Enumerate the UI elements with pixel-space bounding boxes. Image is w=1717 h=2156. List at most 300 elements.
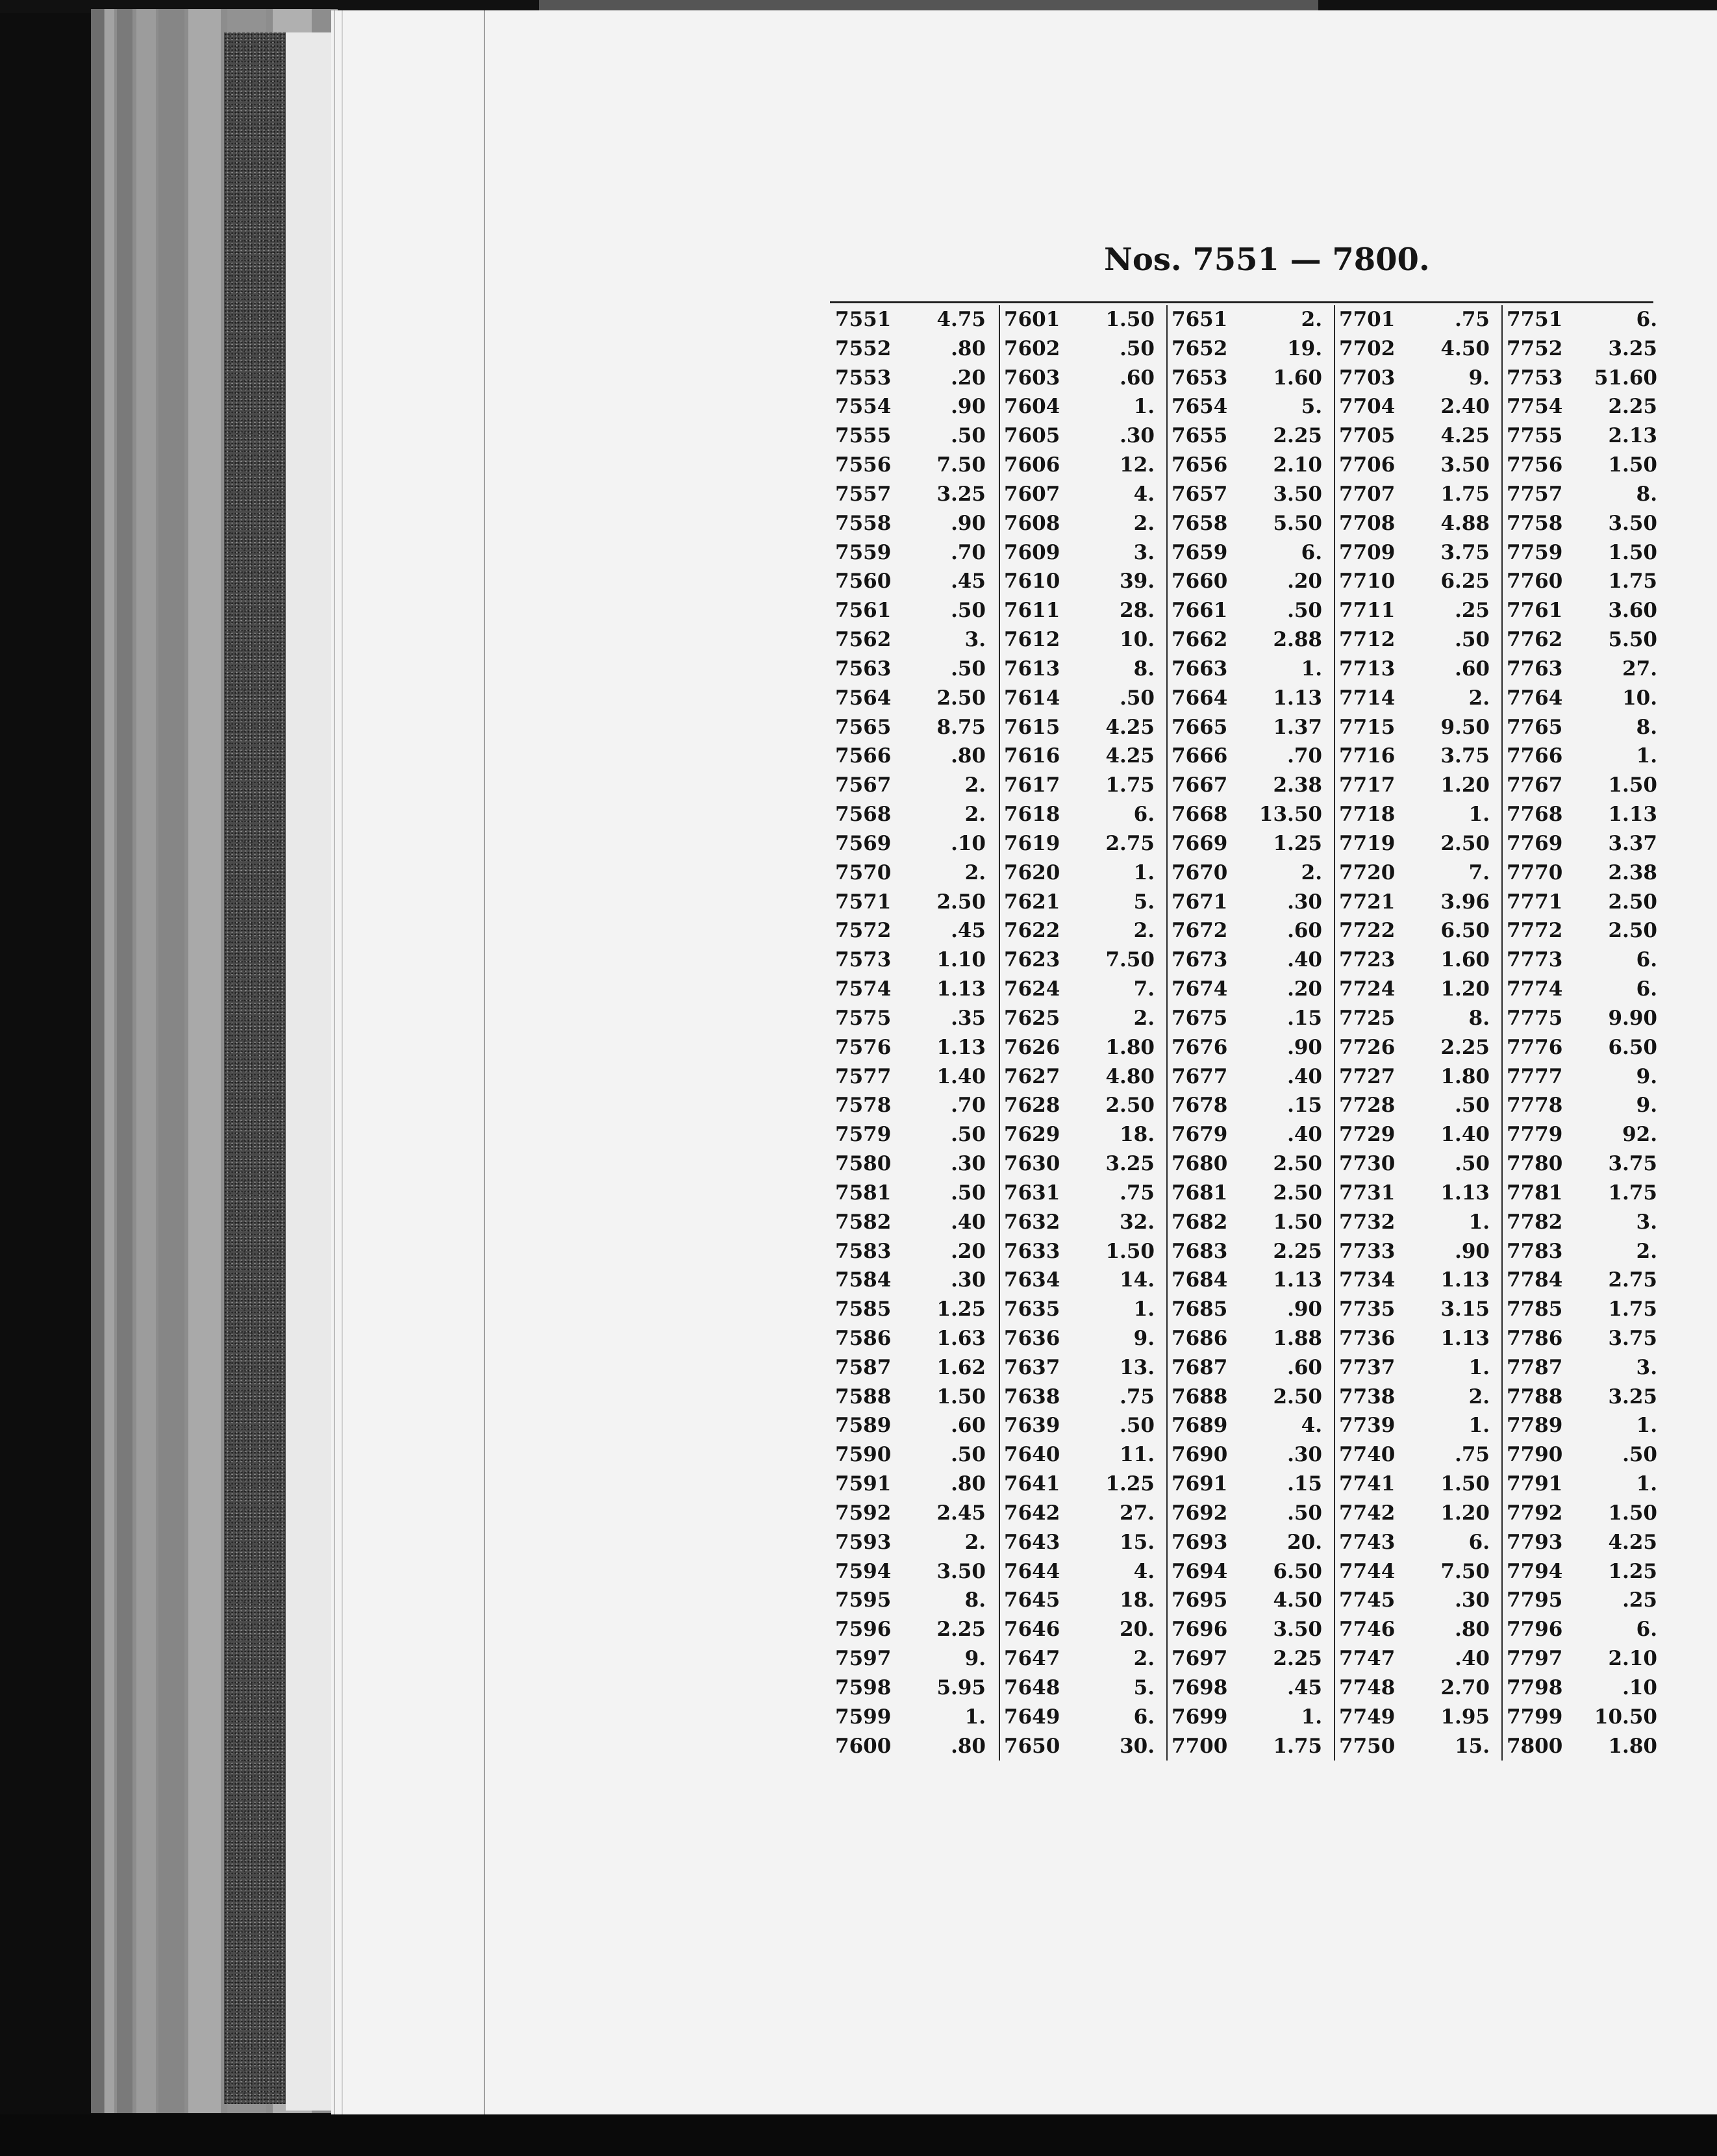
table-row [1335,975,1503,1004]
table-row [1000,742,1168,771]
item-price: 5.95 [936,1675,986,1699]
item-number: 7670 [1172,860,1228,884]
item-price: .30 [1287,890,1322,914]
table-row [1503,1411,1670,1440]
item-price: .90 [951,511,986,535]
table-row [1000,509,1168,538]
table-row [1335,509,1503,538]
item-number: 7557 [835,482,892,506]
item-number: 7730 [1339,1152,1396,1176]
item-price: 3. [1133,540,1155,564]
item-price: .25 [1455,599,1490,623]
item-number: 7689 [1172,1414,1228,1438]
item-price: .90 [1287,1297,1322,1322]
item-number: 7671 [1172,890,1228,914]
table-row [831,451,999,480]
item-number: 7781 [1507,1181,1563,1205]
table-row [1503,771,1670,800]
item-number: 7647 [1004,1647,1060,1671]
table-row [1503,713,1670,742]
item-price: .35 [951,1006,986,1030]
item-number: 7642 [1004,1501,1060,1525]
item-number: 7677 [1172,1064,1228,1088]
item-price: 1.62 [936,1355,986,1379]
table-row [1335,888,1503,917]
item-price: 2.50 [1608,890,1657,914]
item-number: 7798 [1507,1675,1563,1699]
item-price: .80 [951,1472,986,1496]
table-row [831,334,999,364]
item-number: 7621 [1004,890,1060,914]
table-row [1168,1033,1335,1062]
table-row [1000,1703,1168,1732]
item-number: 7666 [1172,744,1228,768]
item-number: 7645 [1004,1588,1060,1612]
item-number: 7563 [835,657,892,681]
item-number: 7723 [1339,948,1396,972]
table-row [1335,1091,1503,1120]
table-row [1335,1586,1503,1615]
table-row [1335,1528,1503,1557]
item-price: .80 [951,744,986,768]
table-row [1335,392,1503,421]
table-row [831,1440,999,1470]
item-price: 3.50 [936,1559,986,1583]
table-row [1503,1732,1670,1761]
table-row [1000,771,1168,800]
item-number: 7660 [1172,570,1228,594]
item-price: 3.37 [1608,831,1657,855]
item-price: 30. [1120,1734,1155,1758]
item-number: 7592 [835,1501,892,1525]
table-row [831,1557,999,1586]
item-price: 3.50 [1440,453,1490,477]
item-price: 2.75 [1608,1268,1657,1292]
item-price: 15. [1120,1530,1155,1554]
item-number: 7634 [1004,1268,1060,1292]
table-row [831,1237,999,1266]
table-row [1168,1470,1335,1499]
item-number: 7655 [1172,424,1228,448]
item-number: 7696 [1172,1618,1228,1642]
item-price: 1.13 [1273,1268,1322,1292]
item-price: 1.20 [1440,1501,1490,1525]
table-row [1000,538,1168,568]
item-number: 7598 [835,1675,892,1699]
table-row [1503,1673,1670,1703]
table-row [1000,684,1168,713]
item-number: 7767 [1507,773,1563,797]
item-price: 9. [964,1647,986,1671]
item-price: 2. [964,860,986,884]
table-row [1168,975,1335,1004]
table-row [1335,713,1503,742]
table-row [1503,625,1670,655]
table-row [1000,334,1168,364]
item-number: 7740 [1339,1443,1396,1467]
table-row [1168,334,1335,364]
table-row [831,509,999,538]
item-number: 7753 [1507,366,1563,390]
item-price: 1. [1133,1297,1155,1322]
item-number: 7588 [835,1385,892,1409]
item-price: 7. [1468,860,1490,884]
table-row [1503,1440,1670,1470]
item-price: .50 [1120,336,1155,360]
table-row [831,1703,999,1732]
item-price: 2.50 [1440,831,1490,855]
table-row [1000,1499,1168,1528]
table-row [1503,1062,1670,1092]
item-number: 7785 [1507,1297,1563,1322]
item-price: .90 [1455,1239,1490,1263]
table-row [1168,655,1335,684]
price-column [1501,305,1670,1761]
item-price: 6. [1636,977,1657,1001]
gutter-line [484,10,485,2114]
item-price: 1.50 [1105,1239,1155,1263]
item-price: 3. [1636,1210,1657,1234]
item-price: 2.25 [1440,1035,1490,1059]
table-row [831,625,999,655]
item-number: 7716 [1339,744,1396,768]
table-row [831,1179,999,1208]
item-number: 7551 [835,308,892,331]
item-number: 7675 [1172,1006,1228,1030]
item-number: 7676 [1172,1035,1228,1059]
item-price: 20. [1120,1618,1155,1642]
item-number: 7626 [1004,1035,1060,1059]
table-row [1000,1586,1168,1615]
item-number: 7631 [1004,1181,1060,1205]
item-number: 7607 [1004,482,1060,506]
table-row [831,567,999,596]
item-price: 1. [1468,803,1490,827]
item-price: .15 [1287,1006,1322,1030]
item-price: 9.90 [1608,1006,1657,1030]
item-price: 1.50 [1608,540,1657,564]
item-price: 2.10 [1608,1647,1657,1671]
table-row [831,1470,999,1499]
item-price: .30 [1287,1443,1322,1467]
item-number: 7565 [835,715,892,739]
item-number: 7783 [1507,1239,1563,1263]
item-number: 7674 [1172,977,1228,1001]
item-price: 5. [1133,1675,1155,1699]
item-price: .70 [1287,744,1322,768]
item-price: 1.13 [936,977,986,1001]
item-price: 18. [1120,1588,1155,1612]
item-number: 7651 [1172,308,1228,331]
item-price: .50 [1287,1501,1322,1525]
item-number: 7701 [1339,308,1396,331]
table-row [1168,1120,1335,1149]
item-number: 7597 [835,1647,892,1671]
item-number: 7594 [835,1559,892,1583]
item-number: 7653 [1172,366,1228,390]
table-row [831,1644,999,1673]
table-row [831,742,999,771]
item-price: .30 [1455,1588,1490,1612]
table-row [1168,1179,1335,1208]
table-row [1000,596,1168,625]
item-number: 7573 [835,948,892,972]
item-number: 7697 [1172,1647,1228,1671]
table-row [1000,1149,1168,1179]
table-row [831,771,999,800]
table-row [1503,742,1670,771]
item-price: 1.75 [1608,1297,1657,1322]
item-price: 3.96 [1440,890,1490,914]
table-row [1168,1586,1335,1615]
item-price: 1.50 [1273,1210,1322,1234]
table-row [1168,742,1335,771]
table-row [831,392,999,421]
table-row [1335,596,1503,625]
item-number: 7577 [835,1064,892,1088]
table-row [831,655,999,684]
item-number: 7591 [835,1472,892,1496]
table-row [1503,655,1670,684]
item-number: 7759 [1507,540,1563,564]
table-row [1503,1499,1670,1528]
item-number: 7610 [1004,570,1060,594]
item-price: 1.25 [936,1297,986,1322]
item-number: 7623 [1004,948,1060,972]
item-price: .15 [1287,1472,1322,1496]
table-row [1503,1528,1670,1557]
item-number: 7649 [1004,1705,1060,1729]
item-number: 7736 [1339,1326,1396,1350]
item-number: 7765 [1507,715,1563,739]
table-row [1335,916,1503,946]
price-column [1166,305,1335,1761]
table-row [1000,859,1168,888]
table-row [1335,1644,1503,1673]
table-row [1503,1353,1670,1383]
item-price: 2.75 [1105,831,1155,855]
table-row [1000,1208,1168,1237]
table-row [1000,1295,1168,1324]
item-price: .75 [1455,1443,1490,1467]
table-row [1335,1179,1503,1208]
table-row [1335,1383,1503,1412]
item-price: .90 [951,395,986,419]
item-number: 7603 [1004,366,1060,390]
item-price: .60 [1455,657,1490,681]
item-price: 1.13 [1440,1268,1490,1292]
item-number: 7791 [1507,1472,1563,1496]
item-number: 7654 [1172,395,1228,419]
item-price: 1.80 [1608,1734,1657,1758]
item-price: .10 [1622,1675,1657,1699]
item-price: 1.25 [1105,1472,1155,1496]
table-row [831,480,999,509]
item-price: 5. [1301,395,1322,419]
table-row [1503,1383,1670,1412]
table-row [1000,1470,1168,1499]
table-row [1335,655,1503,684]
table-row [1168,421,1335,451]
item-price: 6. [1133,803,1155,827]
item-number: 7704 [1339,395,1396,419]
item-price: 1.40 [1440,1123,1490,1147]
item-number: 7724 [1339,977,1396,1001]
table-row [1168,1499,1335,1528]
table-row [1000,1062,1168,1092]
table-row [1168,713,1335,742]
item-price: 1.88 [1273,1326,1322,1350]
table-row [1335,1120,1503,1149]
item-price: 2. [964,773,986,797]
table-row [1503,1644,1670,1673]
table-row [1168,538,1335,568]
table-row [1168,625,1335,655]
table-row [1000,916,1168,946]
item-number: 7784 [1507,1268,1563,1292]
item-price: 1.13 [1440,1181,1490,1205]
item-price: 1.25 [1273,831,1322,855]
item-number: 7618 [1004,803,1060,827]
item-number: 7693 [1172,1530,1228,1554]
table-row [831,1673,999,1703]
item-number: 7799 [1507,1705,1563,1729]
table-row [1000,1237,1168,1266]
item-number: 7656 [1172,453,1228,477]
table-row [1503,1004,1670,1033]
item-number: 7745 [1339,1588,1396,1612]
table-row [1335,1149,1503,1179]
table-row [1503,421,1670,451]
table-row [831,421,999,451]
table-row [1000,1411,1168,1440]
item-number: 7614 [1004,686,1060,710]
table-row [831,916,999,946]
item-price: 2.38 [1273,773,1322,797]
item-price: 1.13 [936,1035,986,1059]
table-row [1503,916,1670,946]
item-number: 7636 [1004,1326,1060,1350]
item-price: 1.50 [1608,453,1657,477]
table-row [1168,800,1335,829]
item-number: 7575 [835,1006,892,1030]
item-number: 7757 [1507,482,1563,506]
item-number: 7601 [1004,308,1060,331]
item-number: 7728 [1339,1094,1396,1118]
item-price: .60 [1287,1355,1322,1379]
item-number: 7761 [1507,599,1563,623]
item-number: 7560 [835,570,892,594]
table-row [1168,1557,1335,1586]
item-price: 8.75 [936,715,986,739]
item-number: 7584 [835,1268,892,1292]
item-price: 1.95 [1440,1705,1490,1729]
item-price: 6.50 [1440,919,1490,943]
table-row [1000,305,1168,334]
table-row [831,1324,999,1353]
item-number: 7630 [1004,1152,1060,1176]
item-number: 7612 [1004,628,1060,652]
item-price: 7.50 [1105,948,1155,972]
item-price: 7.50 [1440,1559,1490,1583]
item-price: 51.60 [1594,366,1657,390]
item-price: 3.50 [1273,482,1322,506]
table-row [1335,451,1503,480]
table-row [1503,1033,1670,1062]
table-row [1168,829,1335,859]
table-row [1168,305,1335,334]
item-price: 3.75 [1440,744,1490,768]
item-price: 6.50 [1273,1559,1322,1583]
item-price: 1.25 [1608,1559,1657,1583]
item-price: 2.25 [1273,1647,1322,1671]
table-row [1168,946,1335,975]
item-price: .30 [951,1152,986,1176]
item-number: 7793 [1507,1530,1563,1554]
item-price: 1.50 [1440,1472,1490,1496]
item-price: 6.50 [1608,1035,1657,1059]
item-number: 7732 [1339,1210,1396,1234]
item-number: 7602 [1004,336,1060,360]
item-price: 2.25 [936,1618,986,1642]
scan-bottom-border [0,2114,1717,2156]
item-price: .20 [1287,570,1322,594]
table-row [1168,888,1335,917]
item-number: 7568 [835,803,892,827]
item-price: 1. [1468,1355,1490,1379]
table-row [1503,684,1670,713]
item-price: 1. [1133,860,1155,884]
item-price: .50 [1455,1094,1490,1118]
item-number: 7737 [1339,1355,1396,1379]
item-price: 3.50 [1608,511,1657,535]
item-price: 6. [1636,948,1657,972]
item-number: 7646 [1004,1618,1060,1642]
table-row [1503,1237,1670,1266]
table-row [1000,1383,1168,1412]
item-price: .50 [1120,1414,1155,1438]
item-price: 3.25 [1608,1385,1657,1409]
table-row [1168,1324,1335,1353]
item-price: 8. [1636,482,1657,506]
table-row [1335,1499,1503,1528]
item-number: 7743 [1339,1530,1396,1554]
item-price: 8. [964,1588,986,1612]
item-number: 7726 [1339,1035,1396,1059]
table-row [1000,1440,1168,1470]
item-number: 7589 [835,1414,892,1438]
item-number: 7720 [1339,860,1396,884]
item-price: 1.37 [1273,715,1322,739]
item-number: 7658 [1172,511,1228,535]
table-row [1335,1470,1503,1499]
table-row [1503,1091,1670,1120]
table-row [1503,392,1670,421]
item-number: 7748 [1339,1675,1396,1699]
item-number: 7665 [1172,715,1228,739]
item-price: 2. [1133,1647,1155,1671]
item-price: 1.75 [1440,482,1490,506]
item-number: 7721 [1339,890,1396,914]
table-row [831,1586,999,1615]
table-row [1335,859,1503,888]
item-price: 3.75 [1608,1152,1657,1176]
item-price: 2.25 [1608,395,1657,419]
item-number: 7692 [1172,1501,1228,1525]
item-number: 7787 [1507,1355,1563,1379]
item-price: 6. [1133,1705,1155,1729]
item-number: 7580 [835,1152,892,1176]
